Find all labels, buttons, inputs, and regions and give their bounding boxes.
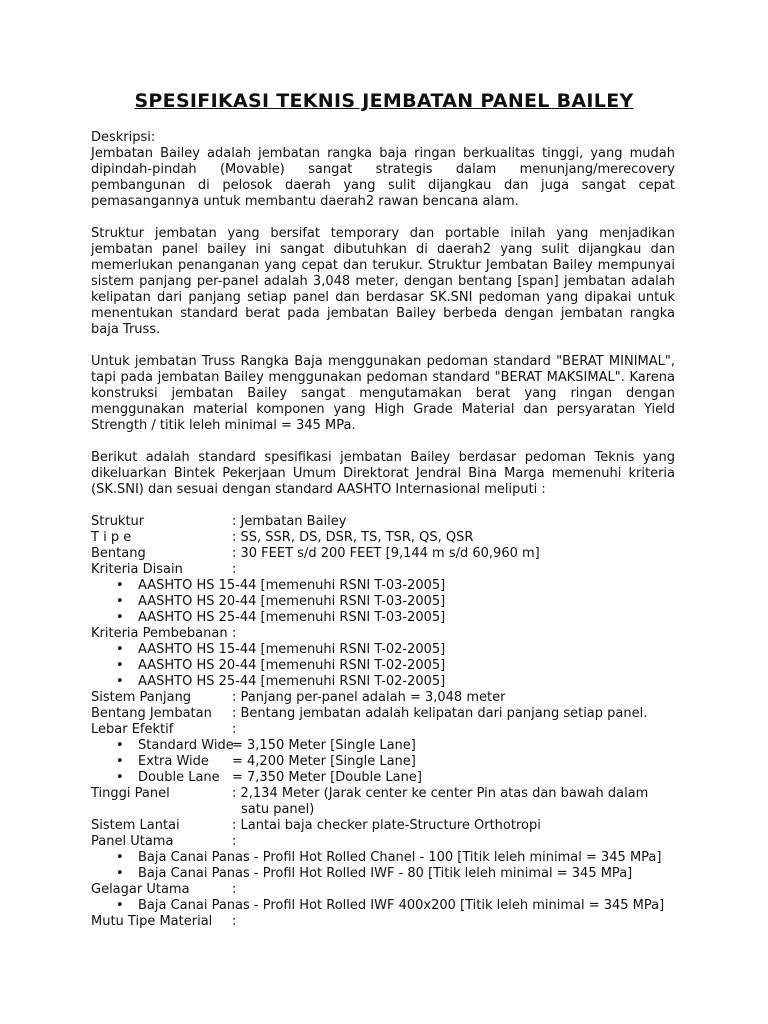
spec-value: : SS, SSR, DS, DSR, TS, TSR, QS, QSR <box>232 530 474 545</box>
lebar-value: = 3,150 Meter [Single Lane] <box>232 738 416 753</box>
lebar-value: = 7,350 Meter [Double Lane] <box>232 770 422 785</box>
spec-key: Mutu Tipe Material <box>91 914 213 929</box>
lebar-key: • Extra Wide <box>138 754 209 769</box>
spec-key: Panel Utama <box>91 834 174 849</box>
spec-value: : Jembatan Bailey <box>232 514 347 529</box>
list-item: • Baja Canai Panas - Profil Hot Rolled IWF - 80 [Titik leleh minimal = 345 MPa] <box>91 866 675 882</box>
spec-value: : <box>232 626 237 641</box>
pembebanan-list <box>91 642 675 690</box>
spec-value: : Panjang per-panel adalah = 3,048 meter <box>232 690 506 705</box>
list-item: • AASHTO HS 15-44 [memenuhi RSNI T-02-2005] <box>91 642 675 658</box>
spec-key: Kriteria Disain <box>91 562 183 577</box>
spec-row-kriteria-disain <box>91 562 675 578</box>
spec-value: : 30 FEET s/d 200 FEET [9,144 m s/d 60,960 m] <box>232 546 540 561</box>
spec-key: T i p e <box>91 530 132 545</box>
spec-key: Lebar Efektif <box>91 722 174 737</box>
spec-value: : Lantai baja checker plate-Structure Orthotropi <box>232 818 541 833</box>
list-item: • AASHTO HS 20-44 [memenuhi RSNI T-03-2005] <box>91 594 675 610</box>
spec-row-sistem-lantai <box>91 818 675 834</box>
paragraph-3: Untuk jembatan Truss Rangka Baja menggunakan pedoman standard "BERAT MINIMAL", tapi pada jembatan Bailey menggunakan pedoman standard "BERAT MAKSIMAL". Karena konstruksi jembatan Bailey sangat mengutamakan berat yang ringan dengan menggunakan material komponen yang High Grade Material dan persyaratan Yield Strength / titik leleh minimal = 345 MPa. <box>91 354 675 433</box>
spec-key: Sistem Lantai <box>91 818 180 833</box>
spec-key: Bentang Jembatan <box>91 706 212 721</box>
panel-list <box>91 850 675 882</box>
paragraph-1: Jembatan Bailey adalah jembatan rangka baja ringan berkualitas tinggi, yang mudah dipindah-pindah (Movable) sangat strategis dalam menunjang/merecovery pembangunan di pelosok daerah yang sulit dijangkau dan juga sangat cepat pemasangannya untuk membantu daerah2 rawan bencana alam. <box>91 146 675 209</box>
spec-key: Tinggi Panel <box>91 786 170 801</box>
document-title: SPESIFIKASI TEKNIS JEMBATAN PANEL BAILEY <box>134 90 634 112</box>
spec-key: Gelagar Utama <box>91 882 190 897</box>
list-item <box>91 770 675 786</box>
spec-value: : <box>232 914 237 929</box>
lebar-key: • Standard Wide <box>138 738 234 753</box>
spec-row-sistem-panjang <box>91 690 675 706</box>
list-item <box>91 754 675 770</box>
spec-value: : Bentang jembatan adalah kelipatan dari panjang setiap panel. <box>232 706 648 721</box>
lebar-value: = 4,200 Meter [Single Lane] <box>232 754 416 769</box>
list-item: • AASHTO HS 25-44 [memenuhi RSNI T-03-2005] <box>91 610 675 626</box>
list-item: • Baja Canai Panas - Profil Hot Rolled Chanel - 100 [Titik leleh minimal = 345 MPa] <box>91 850 675 866</box>
spec-row-lebar-efektif <box>91 722 675 738</box>
spec-value: : 2,134 Meter (Jarak center ke center Pin atas dan bawah dalam satu panel) <box>232 786 649 817</box>
disain-list <box>91 578 675 626</box>
list-item: • AASHTO HS 15-44 [memenuhi RSNI T-03-2005] <box>91 578 675 594</box>
spec-value: : <box>232 562 237 577</box>
spec-key: Kriteria Pembebanan <box>91 626 228 641</box>
description-label: Deskripsi: <box>91 130 156 145</box>
document-body <box>91 130 675 930</box>
spec-row-mutu-tipe <box>91 914 675 930</box>
gelagar-list <box>91 898 675 914</box>
spec-value: : <box>232 722 237 737</box>
spec-row-kriteria-pembebanan <box>91 626 675 642</box>
list-item: • AASHTO HS 25-44 [memenuhi RSNI T-02-2005] <box>91 674 675 690</box>
list-item <box>91 738 675 754</box>
spec-row-struktur <box>91 514 675 530</box>
spec-value: : <box>232 882 237 897</box>
spec-value: : <box>232 834 237 849</box>
lebar-key: • Double Lane <box>138 770 220 785</box>
spec-key: Bentang <box>91 546 146 561</box>
spec-row-tipe <box>91 530 675 546</box>
paragraph-2: Struktur jembatan yang bersifat temporary dan portable inilah yang menjadikan jembatan panel bailey ini sangat dibutuhkan di daerah2 yang sulit dijangkau dan memerlukan penanganan yang cepat dan terukur. Struktur Jembatan Bailey mempunyai sistem panjang per-panel adalah 3,048 meter, dengan bentang [span] jembatan adalah kelipatan dari panjang setiap panel dan berdasar SK.SNI pedoman yang dipakai untuk menentukan standard berat pada jembatan Bailey berbeda dengan jembatan rangka baja Truss. <box>91 226 675 337</box>
spec-row-bentang <box>91 546 675 562</box>
list-item: • AASHTO HS 20-44 [memenuhi RSNI T-02-2005] <box>91 658 675 674</box>
spec-key: Struktur <box>91 514 145 529</box>
spec-key: Sistem Panjang <box>91 690 192 705</box>
spec-row-tinggi-panel <box>91 786 675 818</box>
lebar-list <box>91 738 675 786</box>
spec-row-gelagar-utama <box>91 882 675 898</box>
spec-row-panel-utama <box>91 834 675 850</box>
paragraph-4: Berikut adalah standard spesifikasi jembatan Bailey berdasar pedoman Teknis yang dikeluarkan Bintek Pekerjaan Umum Direktorat Jendral Bina Marga memenuhi kriteria (SK.SNI) dan sesuai dengan standard AASHTO Internasional meliputi : <box>91 450 675 497</box>
spec-row-bentang-jembatan <box>91 706 675 722</box>
list-item: • Baja Canai Panas - Profil Hot Rolled IWF 400x200 [Titik leleh minimal = 345 MPa] <box>91 898 675 914</box>
